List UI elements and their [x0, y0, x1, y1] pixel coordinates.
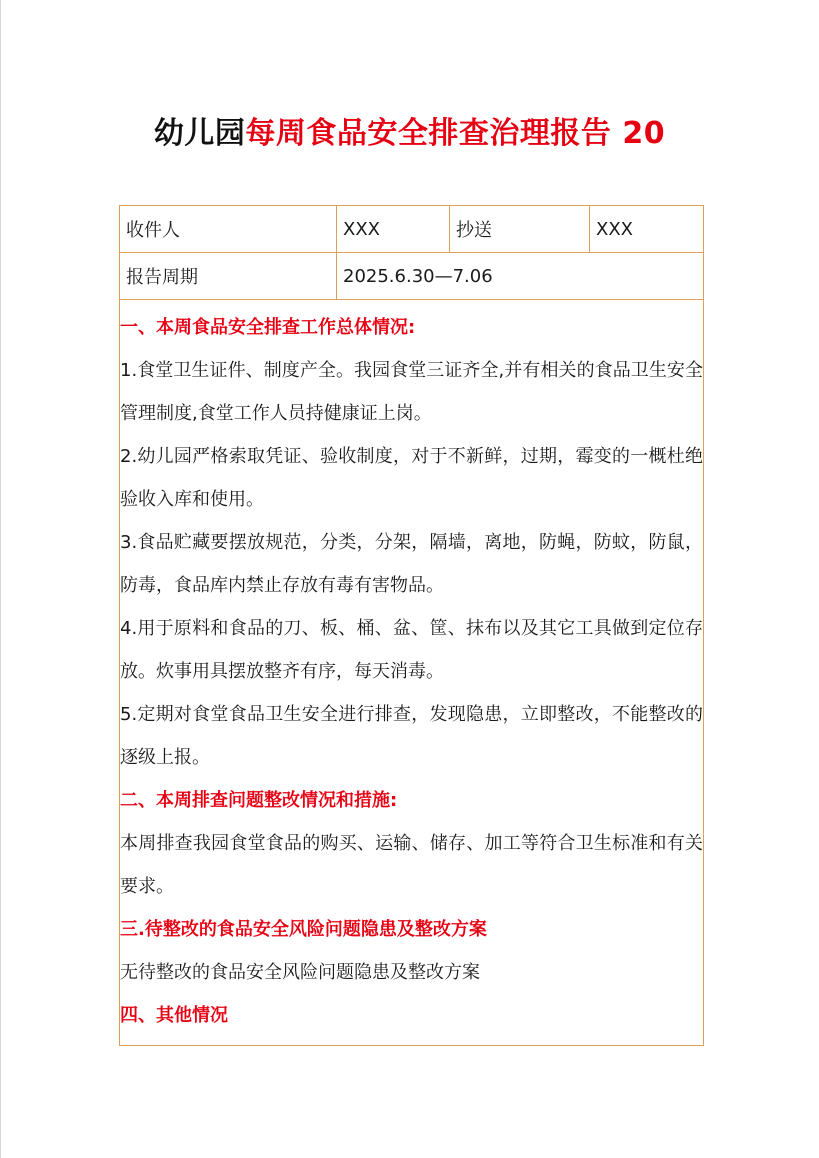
content-cell — [120, 300, 704, 1046]
content-row — [120, 300, 704, 1046]
period-value: 2025.6.30—7.06 — [337, 253, 704, 300]
period-label: 报告周期 — [120, 253, 337, 300]
recipient-row — [120, 206, 704, 253]
cc-label: 抄送 — [450, 206, 590, 253]
recipient-value: XXX — [337, 206, 450, 253]
section-2-text: 本周排查我园食堂食品的购买、运输、储存、加工等符合卫生标准和有关要求。 — [120, 833, 703, 897]
section-1-heading: 一、本周食品安全排查工作总体情况: — [120, 317, 416, 338]
section-1-item-2: 2.幼儿园严格索取凭证、验收制度，对于不新鲜，过期，霉变的一概杜绝验收入库和使用。 — [120, 446, 703, 510]
section-3-heading: 三.待整改的食品安全风险问题隐患及整改方案 — [120, 919, 487, 940]
page-title — [0, 108, 819, 152]
title-black-part: 幼儿园 — [153, 116, 246, 151]
page-edge — [0, 0, 1, 1158]
section-2-heading: 二、本周排查问题整改情况和措施: — [120, 790, 398, 811]
report-table — [119, 205, 704, 1046]
section-1-item-4: 4.用于原料和食品的刀、板、桶、盆、筐、抹布以及其它工具做到定位存放。炊事用具摆放整齐有序，每天消毒。 — [120, 618, 703, 682]
title-red-part: 每周食品安全排查治理报告 20 — [245, 116, 666, 151]
recipient-label: 收件人 — [120, 206, 337, 253]
section-3-text: 无待整改的食品安全风险问题隐患及整改方案 — [120, 962, 480, 983]
section-1-item-1: 1.食堂卫生证件、制度产全。我园食堂三证齐全,并有相关的食品卫生安全管理制度,食堂工作人员持健康证上岗。 — [120, 360, 703, 424]
period-row — [120, 253, 704, 300]
cc-value: XXX — [590, 206, 704, 253]
section-1-item-5: 5.定期对食堂食品卫生安全进行排查，发现隐患，立即整改，不能整改的逐级上报。 — [120, 704, 703, 768]
report-content — [120, 300, 703, 1045]
section-4-heading: 四、其他情况 — [120, 1005, 228, 1026]
section-1-item-3: 3.食品贮藏要摆放规范，分类，分架，隔墙，离地，防蝇，防蚊，防鼠，防毒，食品库内禁止存放有毒有害物品。 — [120, 532, 703, 596]
